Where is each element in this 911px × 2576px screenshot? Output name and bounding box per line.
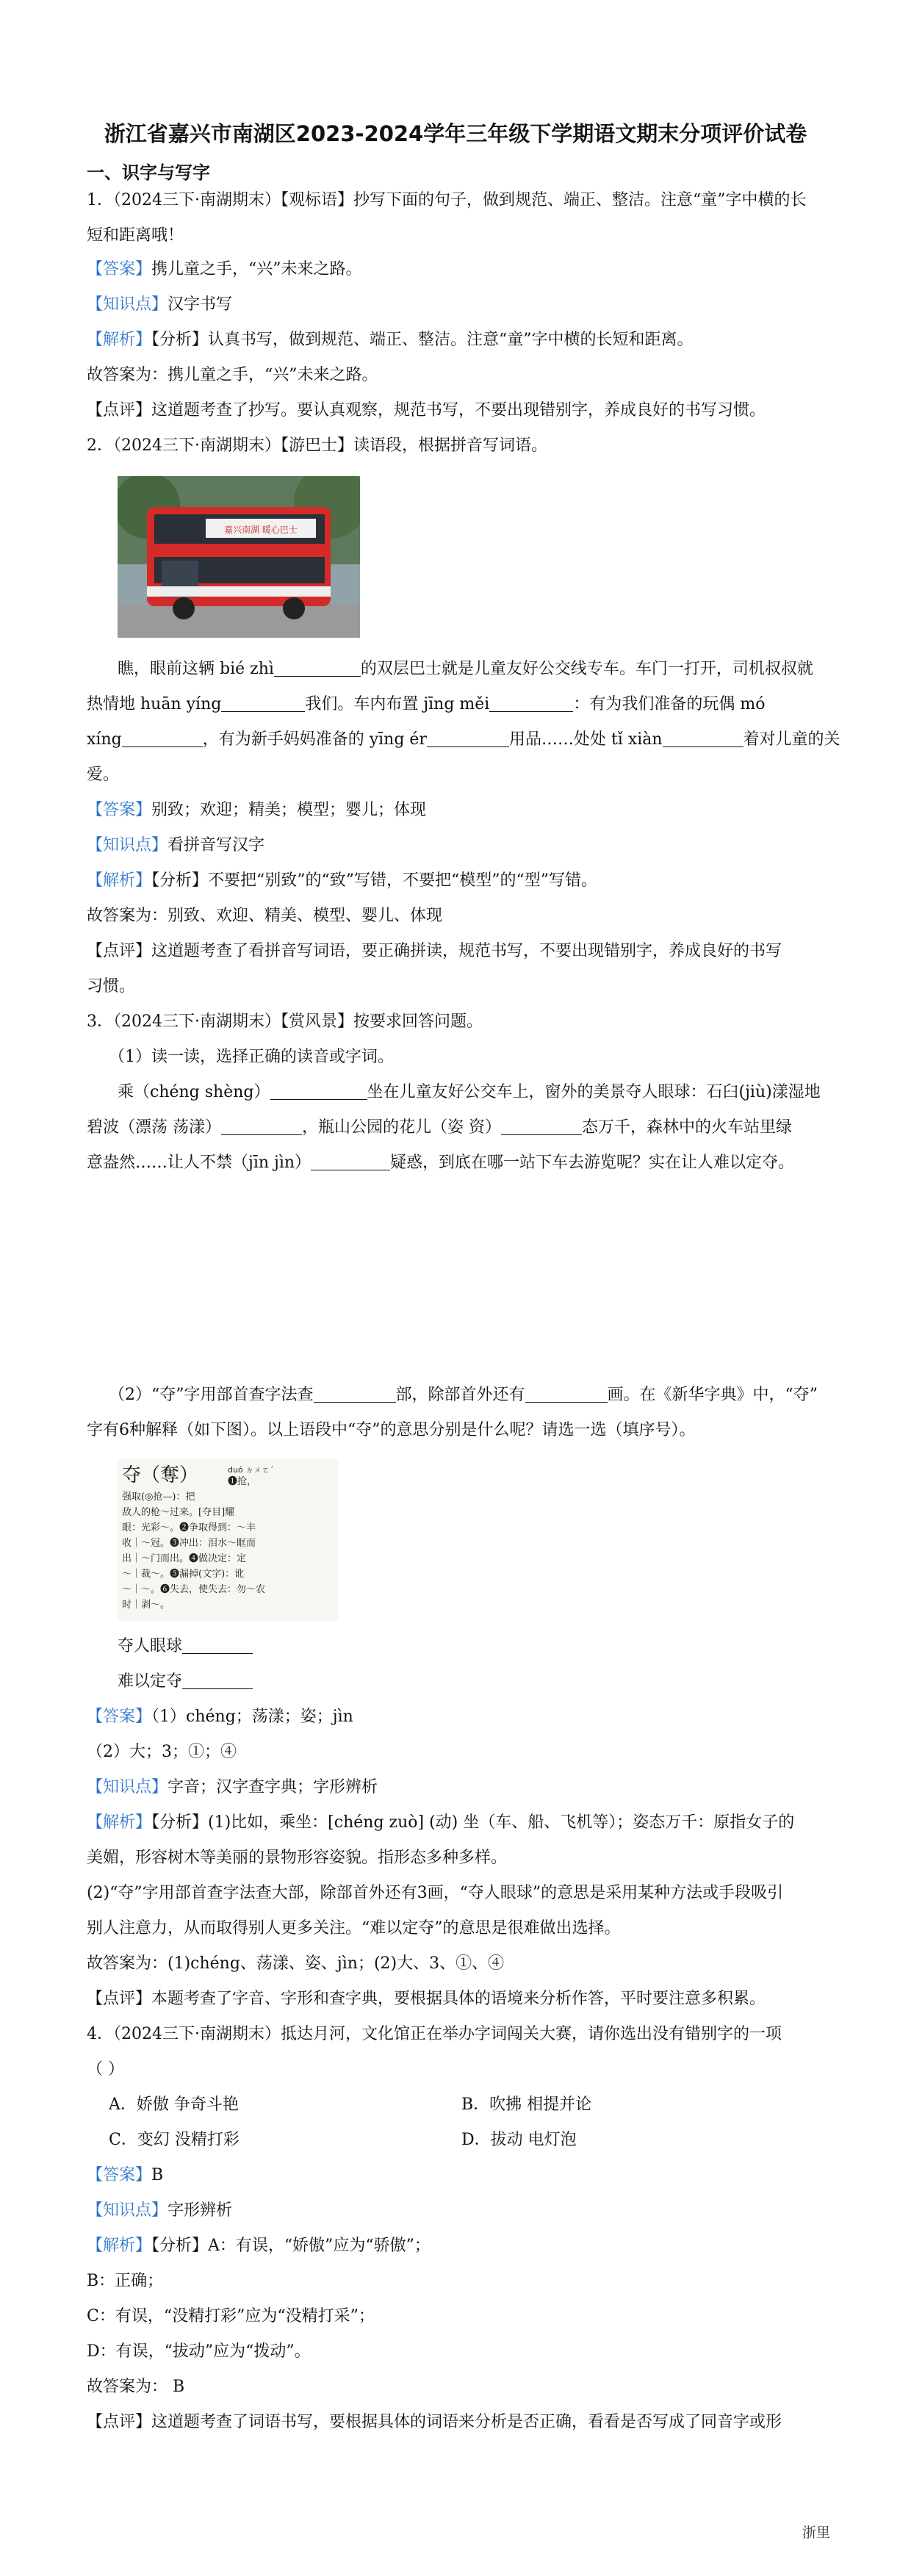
q3-comment: 【点评】本题考查了字音、字形和查字典，要根据具体的语境来分析作答，平时要注意多积累。: [87, 1990, 766, 2008]
dict-line: ❶抢，: [228, 1476, 257, 1487]
q3-sub2-cont: 字有6种解释（如下图）。以上语段中“夺”的意思分别是什么呢？请选一选（填序号）。: [87, 1421, 696, 1439]
answer-blank[interactable]: [122, 730, 203, 747]
q4-knowledge: [87, 2200, 232, 2222]
q3-analysis-3: (2)“夺”字用部首查字法查大部，除部首外还有3画，“夺人眼球”的意思是采用某种方法或手段吸引: [87, 1884, 784, 1902]
option-d[interactable]: D．拔动 电灯泡: [461, 2131, 577, 2149]
passage-text: 态万千，森林中的火车站里绿: [582, 1118, 793, 1137]
q2-answer: [87, 799, 426, 821]
passage-text: ：有为我们准备的玩偶 mó: [573, 695, 766, 713]
q3-text-line1: [118, 1082, 821, 1104]
q4-answer: [87, 2165, 163, 2187]
q1-answer: [87, 259, 362, 281]
analysis-tag: 【解析】: [87, 2237, 152, 2255]
dictionary-entry-image: [118, 1459, 338, 1621]
q4-stem: 4．（2024三下·南湖期末）抵达月河，文化馆正在举办字词闯关大赛，请你选出没有错别字的一项: [87, 2025, 782, 2043]
knowledge-text: 汉字书写: [168, 295, 233, 314]
analysis-text: 【分析】不要把“别致”的“致”写错，不要把“模型”的“型”写错。: [151, 871, 597, 890]
passage-text: 的双层巴士就是儿童友好公交线专车。车门一打开，司机叔叔就: [360, 660, 813, 678]
q2-comment: 【点评】这道题考查了看拼音写词语，要正确拼读，规范书写，不要出现错别字，养成良好的书写: [87, 942, 782, 960]
bus-banner-text: 嘉兴南湖 暖心巴士: [224, 525, 298, 535]
answer-blank[interactable]: [489, 695, 573, 712]
fill-label: 夺人眼球: [118, 1637, 183, 1655]
passage-text: 碧波（漂荡 荡漾）: [87, 1118, 221, 1137]
q3-fill1: [118, 1636, 253, 1658]
passage-text: 用品……处处 tǐ xiàn: [508, 730, 663, 749]
q2-passage-line2: [87, 694, 765, 716]
answer-tag: 【答案】: [87, 801, 152, 819]
analysis-text: 【分析】认真书写，做到规范、端正、整洁。注意“童”字中横的长短和距离。: [151, 331, 694, 349]
page-footer: 浙里: [802, 2525, 830, 2541]
q4-analysis-b: B：正确；: [87, 2272, 164, 2290]
knowledge-tag: 【知识点】: [87, 2201, 168, 2220]
option-a[interactable]: A．娇傲 争奇斗艳: [109, 2095, 239, 2114]
q3-text-line2: [87, 1117, 792, 1139]
passage-text: 意盎然……让人不禁（jīn jìn）: [87, 1154, 312, 1172]
q4-analysis: [87, 2235, 431, 2257]
answer-text: 携儿童之手，“兴”未来之路。: [151, 260, 362, 278]
q1-knowledge: [87, 294, 232, 316]
q1-stem: 1．（2024三下·南湖期末）【观标语】抄写下面的句子，做到规范、端正、整洁。注意“童”字中横的长: [87, 191, 807, 209]
knowledge-tag: 【知识点】: [87, 295, 168, 314]
dict-line: 强取(◎抢—)：把: [122, 1492, 195, 1503]
q3-sub1: （1）读一读，选择正确的读音或字词。: [109, 1048, 394, 1066]
q1-final: 故答案为：携儿童之手，“兴”未来之路。: [87, 366, 378, 384]
q1-comment: 【点评】这道题考查了抄写。要认真观察，规范书写，不要出现错别字，养成良好的书写习惯。: [87, 401, 766, 420]
analysis-tag: 【解析】: [87, 331, 152, 349]
dict-line: 收｜～冠。❸冲出：泪水～眶而: [122, 1538, 256, 1549]
q4-final: 故答案为： B: [87, 2378, 185, 2396]
analysis-tag: 【解析】: [87, 1813, 152, 1832]
q2-final: 故答案为：别致、欢迎、精美、模型、婴儿、体现: [87, 907, 443, 925]
answer-blank[interactable]: [221, 695, 305, 712]
analysis-tag: 【解析】: [87, 871, 152, 890]
q1-analysis: [87, 329, 694, 351]
answer-blank[interactable]: [427, 730, 509, 747]
answer-blank[interactable]: [314, 1386, 396, 1403]
q2-passage-line4: 爱。: [87, 766, 120, 784]
q3-answer: [87, 1706, 353, 1728]
question-text: 画。在《新华字典》中，“夺”: [607, 1386, 818, 1404]
q3-analysis: [87, 1812, 794, 1834]
passage-text: 热情地 huān yíng: [87, 695, 222, 713]
passage-text: 乘（chéng shèng）: [118, 1083, 270, 1101]
passage-text: 着对儿童的关: [743, 730, 840, 749]
answer-blank[interactable]: [501, 1118, 582, 1135]
q2-knowledge: [87, 835, 264, 857]
q1-stem-cont: 短和距离哦！: [87, 226, 184, 245]
passage-text: xíng: [87, 730, 122, 749]
answer-blank[interactable]: [274, 660, 361, 677]
q4-comment: 【点评】这道题考查了词语书写，要根据具体的词语来分析是否正确，看看是否写成了同音字或形: [87, 2413, 782, 2431]
q3-fill2: [118, 1671, 253, 1693]
passage-text: 疑惑，到底在哪一站下车去游览呢？实在让人难以定夺。: [390, 1154, 795, 1172]
answer-blank[interactable]: [221, 1118, 302, 1135]
question-text: （2）“夺”字用部首查字法查: [109, 1386, 314, 1404]
analysis-text: 【分析】A：有误，“娇傲”应为“骄傲”；: [151, 2237, 431, 2255]
answer-blank[interactable]: [182, 1637, 253, 1654]
fill-label: 难以定夺: [118, 1672, 183, 1691]
answer-blank[interactable]: [270, 1083, 367, 1100]
q3-knowledge: [87, 1777, 378, 1799]
dict-line: 眼：光彩～。❷争取得到：～丰: [122, 1522, 256, 1533]
q4-analysis-c: C：有误，“没精打彩”应为“没精打采”；: [87, 2307, 375, 2325]
q4-analysis-d: D：有误，“拔动”应为“拨动”。: [87, 2342, 311, 2361]
q2-stem: 2．（2024三下·南湖期末）【游巴士】读语段，根据拼音写词语。: [87, 436, 547, 455]
answer-text: 别致；欢迎；精美；模型；婴儿；体现: [151, 801, 427, 819]
q3-sub2: [109, 1384, 818, 1406]
q2-passage-line3: [87, 729, 840, 751]
knowledge-text: 看拼音写汉字: [168, 836, 265, 855]
answer-tag: 【答案】: [87, 1708, 152, 1726]
q3-final: 故答案为：(1)chéng、荡漾、姿、jìn；(2)大、3、①、④: [87, 1954, 505, 1973]
dict-line: 出｜～门而出。❹做决定：定: [122, 1553, 247, 1564]
answer-text: （1）chéng；荡漾；姿；jìn: [151, 1708, 353, 1726]
q4-stem-cont: （ ）: [87, 2060, 124, 2079]
dict-pinyin: duó ㄉㄨㄛˊ: [228, 1465, 274, 1475]
answer-tag: 【答案】: [87, 2166, 152, 2184]
knowledge-tag: 【知识点】: [87, 836, 168, 855]
q3-answer-cont: （2）大；3；①；④: [87, 1743, 237, 1761]
dict-line: ～｜裁～。❺漏掉(文字)：讹: [122, 1569, 245, 1580]
knowledge-text: 字形辨析: [168, 2201, 233, 2220]
passage-text: 瞧，眼前这辆 bié zhì: [118, 660, 274, 678]
page-title: 浙江省嘉兴市南湖区2023-2024学年三年级下学期语文期末分项评价试卷: [104, 121, 807, 146]
q3-analysis-2: 美媚，形容树木等美丽的景物形容姿貌。指形态多种多样。: [87, 1849, 508, 1867]
bus-photo: [118, 476, 360, 638]
passage-text: 坐在儿童友好公交车上，窗外的美景夺人眼球：石臼(jiù)漾湿地: [367, 1083, 821, 1101]
knowledge-tag: 【知识点】: [87, 1778, 168, 1796]
q3-stem: 3．（2024三下·南湖期末）【赏风景】按要求回答问题。: [87, 1012, 483, 1031]
dict-line: ～｜～。❻失去，使失去：勿～农: [122, 1584, 266, 1595]
dict-headword: 夺（奪）: [122, 1464, 199, 1486]
passage-text: 我们。车内布置 jīng měi: [305, 695, 490, 713]
option-c[interactable]: C．变幻 没精打彩: [109, 2131, 240, 2149]
passage-text: ，瓶山公园的花儿（姿 资）: [302, 1118, 501, 1137]
answer-blank[interactable]: [311, 1154, 390, 1170]
q2-comment-cont: 习惯。: [87, 977, 136, 996]
analysis-text: 【分析】(1)比如，乘坐：[chéng zuò] (动) 坐（车、船、飞机等）；姿态万千：原指女子的: [151, 1813, 795, 1832]
answer-blank[interactable]: [182, 1672, 253, 1689]
answer-blank[interactable]: [663, 730, 743, 747]
q2-passage-line1: [118, 658, 813, 680]
q3-analysis-4: 别人注意力，从而取得别人更多关注。“难以定夺”的意思是很难做出选择。: [87, 1919, 621, 1938]
answer-blank[interactable]: [525, 1386, 608, 1403]
section-heading: 一、识字与写字: [87, 162, 210, 183]
answer-text: B: [151, 2166, 164, 2184]
question-text: 部，除部首外还有: [395, 1386, 525, 1404]
knowledge-text: 字音；汉字查字典；字形辨析: [168, 1778, 378, 1796]
passage-text: ，有为新手妈妈准备的 yīng ér: [202, 730, 427, 749]
option-b[interactable]: B．吹拂 相提并论: [461, 2095, 592, 2114]
dict-line: 敌人的枪～过来。[夺目]耀: [122, 1507, 235, 1518]
answer-tag: 【答案】: [87, 260, 152, 278]
dict-line: 时｜剥～。: [122, 1600, 170, 1611]
q2-analysis: [87, 870, 597, 892]
q3-text-line3: [87, 1152, 794, 1174]
